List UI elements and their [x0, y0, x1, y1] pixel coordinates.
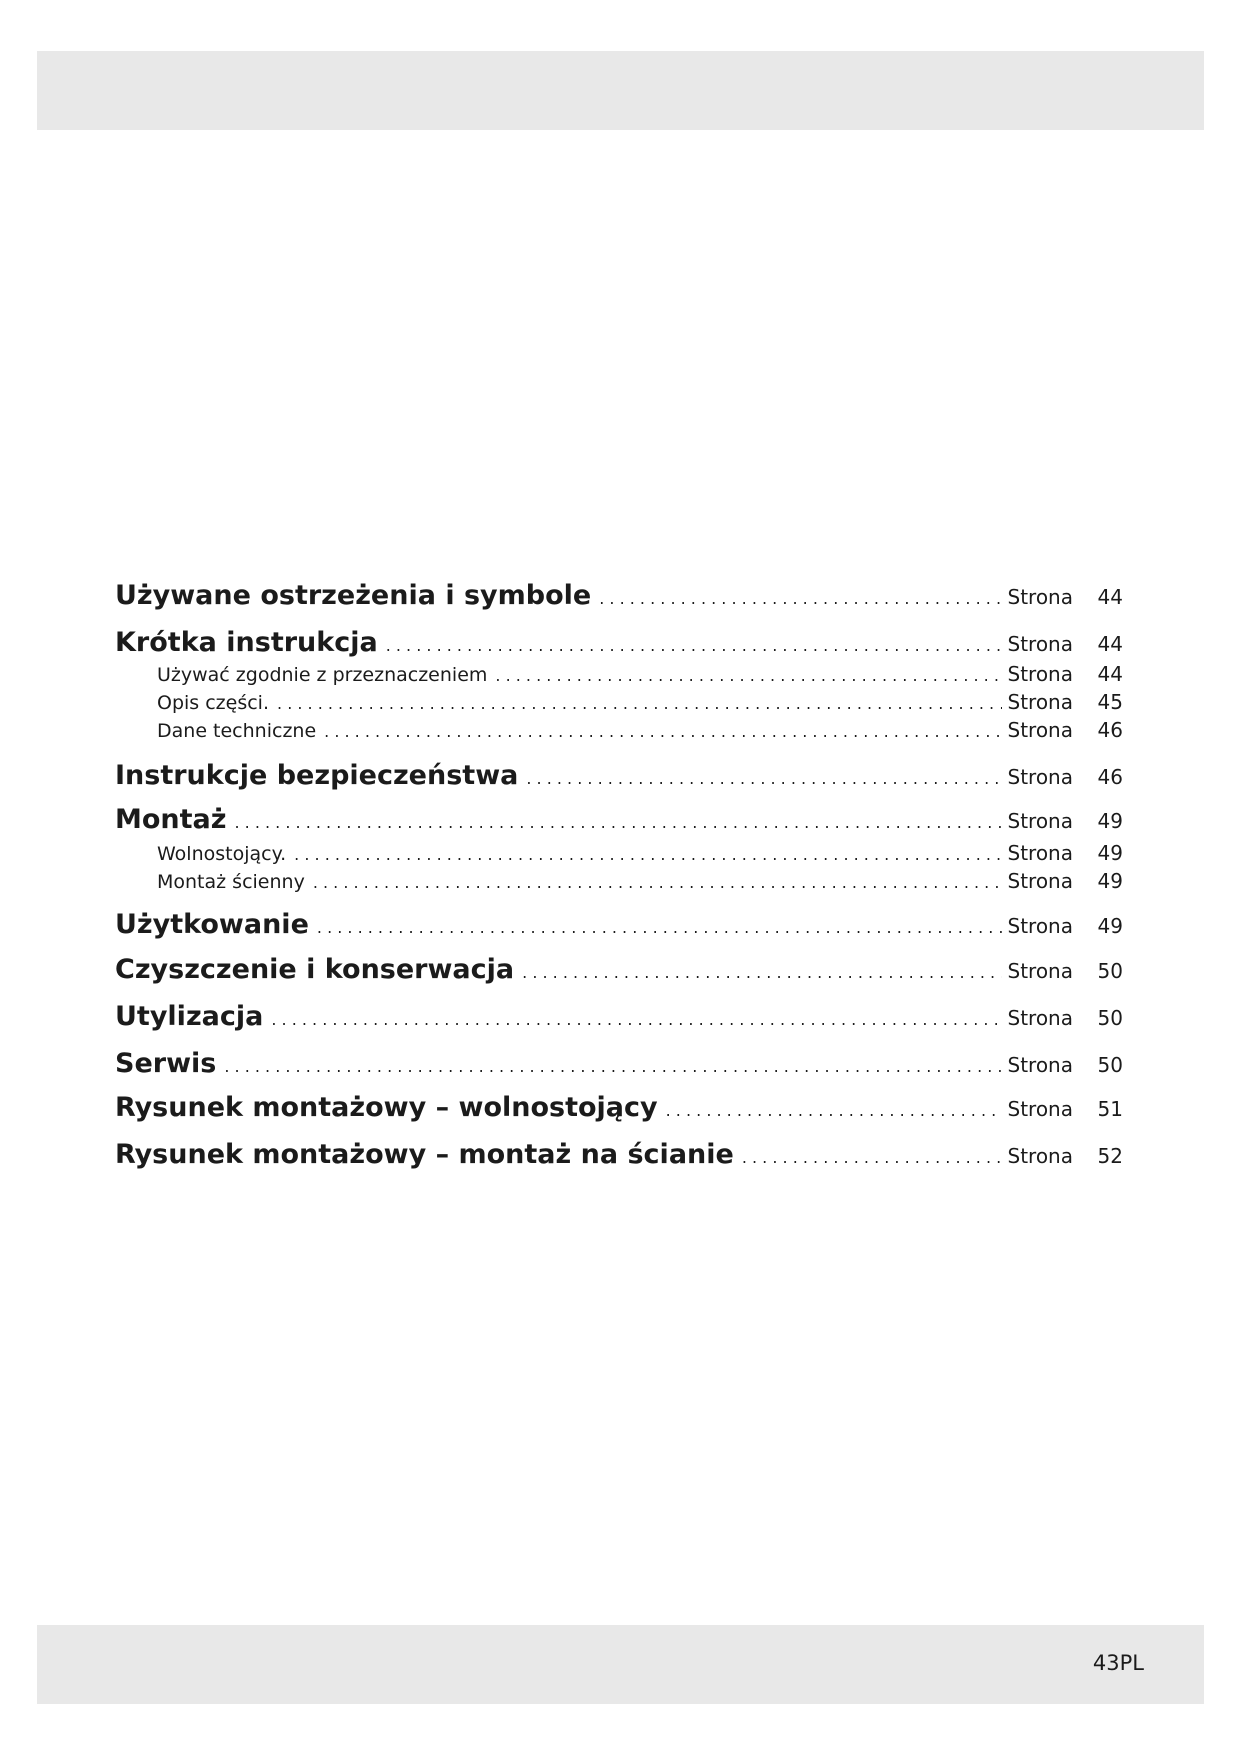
- toc-entry-title: Wolnostojący.: [157, 843, 287, 865]
- toc-subentry[interactable]: [157, 690, 1123, 714]
- toc-entry-page-number: 51: [1097, 1097, 1123, 1121]
- dot-leader: [224, 1057, 1001, 1076]
- dot-leader: [277, 694, 1001, 713]
- dot-leader: [495, 666, 1001, 685]
- toc-entry-title: Montaż: [115, 804, 227, 835]
- toc-entry[interactable]: [115, 909, 1123, 940]
- toc-entry[interactable]: [115, 1092, 1123, 1123]
- toc-entry-title: Instrukcje bezpieczeństwa: [115, 760, 519, 791]
- dot-leader: [522, 963, 1001, 982]
- toc-entry-page-number: 46: [1097, 765, 1123, 789]
- dot-leader: [526, 769, 1001, 788]
- toc-entry-page-number: 49: [1097, 809, 1123, 833]
- toc-entry[interactable]: [115, 1048, 1123, 1079]
- toc-entry-page-word: Strona: [1007, 1144, 1073, 1168]
- dot-leader: [271, 1010, 1001, 1029]
- toc-entry-title: Rysunek montażowy – wolnostojący: [115, 1092, 658, 1123]
- footer-band: [37, 1625, 1204, 1704]
- toc-entry[interactable]: [115, 1139, 1123, 1170]
- toc-entry-page-word: Strona: [1007, 914, 1073, 938]
- toc-entry-page-word: Strona: [1007, 765, 1073, 789]
- toc-entry-page-number: 44: [1097, 585, 1123, 609]
- toc-entry-title: Używać zgodnie z przeznaczeniem: [157, 664, 488, 686]
- toc-entry-page-number: 50: [1097, 959, 1123, 983]
- toc-entry-title: Czyszczenie i konserwacja: [115, 954, 515, 985]
- toc-entry-page-word: Strona: [1007, 809, 1073, 833]
- toc-entry-page-number: 45: [1097, 690, 1123, 714]
- toc-entry-page-word: Strona: [1007, 690, 1073, 714]
- toc-entry-page-number: 50: [1097, 1053, 1123, 1077]
- toc-entry-page-word: Strona: [1007, 718, 1073, 742]
- toc-entry-page-word: Strona: [1007, 662, 1073, 686]
- toc-entry-title: Używane ostrzeżenia i symbole: [115, 580, 592, 611]
- toc-entry-page-number: 46: [1097, 718, 1123, 742]
- dot-leader: [386, 636, 1002, 655]
- toc-entry[interactable]: [115, 954, 1123, 985]
- dot-leader: [317, 918, 1002, 937]
- toc-subentry[interactable]: [157, 841, 1123, 865]
- toc-entry-page-word: Strona: [1007, 585, 1073, 609]
- toc-entry-page-number: 50: [1097, 1006, 1123, 1030]
- toc-entry-title: Opis części.: [157, 692, 270, 714]
- dot-leader: [324, 722, 1001, 741]
- toc-entry-page-number: 52: [1097, 1144, 1123, 1168]
- toc-entry-page-number: 44: [1097, 632, 1123, 656]
- toc-entry[interactable]: [115, 580, 1123, 611]
- toc-entry-page-number: 49: [1097, 841, 1123, 865]
- toc-entry[interactable]: [115, 627, 1123, 658]
- toc-subentry[interactable]: [157, 718, 1123, 742]
- toc-entry-page-word: Strona: [1007, 869, 1073, 893]
- toc-entry-page-number: 49: [1097, 914, 1123, 938]
- toc-entry-page-word: Strona: [1007, 632, 1073, 656]
- toc-entry-page-word: Strona: [1007, 1006, 1073, 1030]
- toc-entry-title: Rysunek montażowy – montaż na ścianie: [115, 1139, 734, 1170]
- toc-entry-title: Użytkowanie: [115, 909, 309, 940]
- toc-entry-page-number: 44: [1097, 662, 1123, 686]
- toc-entry-page-word: Strona: [1007, 959, 1073, 983]
- toc-entry-title: Krótka instrukcja: [115, 627, 378, 658]
- dot-leader: [599, 589, 1001, 608]
- toc-entry-title: Montaż ścienny: [157, 871, 305, 893]
- toc-subentry[interactable]: [157, 869, 1123, 893]
- toc-entry-title: Utylizacja: [115, 1001, 264, 1032]
- dot-leader: [234, 813, 1001, 832]
- toc-subentry[interactable]: [157, 662, 1123, 686]
- dot-leader: [313, 873, 1002, 892]
- toc-entry-page-word: Strona: [1007, 1053, 1073, 1077]
- toc-entry[interactable]: [115, 760, 1123, 791]
- toc-entry-title: Serwis: [115, 1048, 217, 1079]
- table-of-contents: [115, 0, 1125, 1754]
- toc-entry-page-number: 49: [1097, 869, 1123, 893]
- toc-entry-page-word: Strona: [1007, 841, 1073, 865]
- toc-entry-page-word: Strona: [1007, 1097, 1073, 1121]
- page-number: 43PL: [1092, 1651, 1144, 1675]
- dot-leader: [666, 1101, 1002, 1120]
- dot-leader: [294, 845, 1001, 864]
- toc-entry[interactable]: [115, 1001, 1123, 1032]
- toc-entry[interactable]: [115, 804, 1123, 835]
- toc-entry-title: Dane techniczne: [157, 720, 317, 742]
- dot-leader: [742, 1148, 1002, 1167]
